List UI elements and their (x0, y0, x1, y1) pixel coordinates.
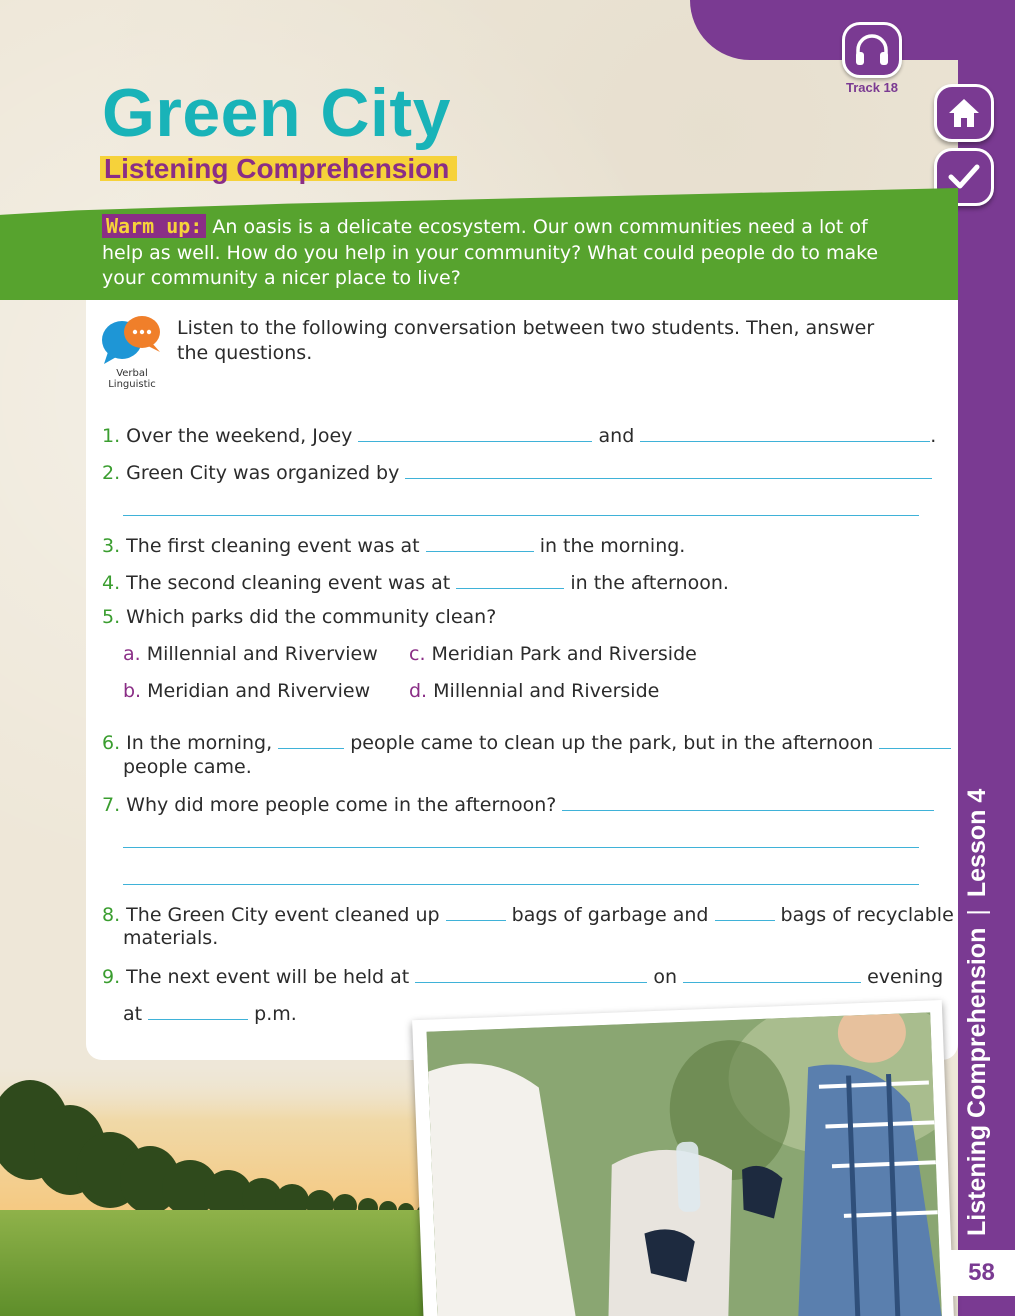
question-number: 1. (102, 425, 121, 447)
children-cleaning-photo (412, 1000, 954, 1316)
icon-label-line1: Verbal (116, 368, 148, 379)
audio-track-button[interactable] (842, 22, 902, 78)
warmup-label: Warm up: (102, 214, 206, 238)
icon-label-line2: Linguistic (108, 379, 156, 390)
question-text: Green City was organized by (120, 462, 406, 484)
question-number: 4. (102, 572, 121, 594)
question-8 (102, 901, 954, 928)
track-label: Track 18 (845, 80, 899, 95)
answer-line[interactable] (123, 884, 919, 885)
separator: | (963, 909, 991, 916)
option-text: Meridian Park and Riverside (425, 643, 697, 665)
option-letter: b. (123, 680, 142, 702)
page-subtitle: Listening Comprehension (100, 153, 457, 185)
question-text: . (930, 425, 937, 447)
option-letter: c. (409, 643, 426, 665)
answer-blank[interactable] (683, 963, 861, 983)
question-9-cont (123, 1000, 297, 1027)
headphones-icon (853, 33, 891, 67)
answer-blank[interactable] (405, 459, 932, 479)
option-a[interactable] (123, 642, 378, 667)
question-text: The Green City event cleaned up (120, 904, 446, 926)
question-text: in the afternoon. (564, 572, 729, 594)
question-number: 5. (102, 606, 121, 628)
verbal-linguistic-label (98, 368, 166, 390)
question-number: 7. (102, 794, 121, 816)
question-text: Over the weekend, Joey (120, 425, 359, 447)
section-name: Listening Comprehension (963, 927, 991, 1236)
answer-blank[interactable] (640, 422, 930, 442)
question-text: bags of garbage and (505, 904, 715, 926)
warmup-body: An oasis is a delicate ecosystem. Our own communities need a lot of help as well. How do you help in your community? What could people do to make your community a nicer place to live? (102, 216, 879, 289)
park-trees-image (0, 1060, 440, 1316)
question-3 (102, 532, 685, 559)
question-text: Why did more people come in the afternoon? (120, 794, 563, 816)
page-title: Green City (102, 75, 451, 151)
checkmark-icon (947, 162, 981, 192)
photo-scene (427, 1012, 942, 1316)
question-number: 9. (102, 966, 121, 988)
warmup-text (102, 214, 902, 292)
option-text: Millennial and Riverside (427, 680, 660, 702)
answer-blank[interactable] (446, 901, 506, 921)
answer-blank[interactable] (456, 569, 564, 589)
question-7 (102, 791, 934, 818)
answer-blank[interactable] (715, 901, 775, 921)
question-8-cont (123, 926, 218, 951)
option-d[interactable] (409, 679, 659, 704)
answer-blank[interactable] (562, 791, 934, 811)
question-text: people came. (123, 756, 252, 778)
question-number: 6. (102, 732, 121, 754)
option-letter: a. (123, 643, 141, 665)
question-text: The first cleaning event was at (120, 535, 426, 557)
speech-bubbles-icon (100, 312, 164, 368)
option-letter: d. (409, 680, 428, 702)
question-text: and (592, 425, 641, 447)
question-text: people came to clean up the park, but in the afternoon (344, 732, 880, 754)
question-text: bags of recyclable (774, 904, 954, 926)
question-9 (102, 963, 943, 990)
question-text: at (123, 1003, 149, 1025)
answer-blank[interactable] (415, 963, 647, 983)
option-text: Millennial and Riverview (140, 643, 378, 665)
home-button[interactable] (934, 84, 994, 142)
question-6-cont (123, 755, 252, 780)
question-6 (102, 729, 951, 756)
vertical-section-label (963, 789, 992, 1236)
question-5 (102, 605, 496, 630)
question-text: on (647, 966, 684, 988)
question-number: 2. (102, 462, 121, 484)
question-text: materials. (123, 927, 219, 949)
answer-line[interactable] (123, 847, 919, 848)
question-text: The second cleaning event was at (120, 572, 457, 594)
question-text: evening (861, 966, 944, 988)
page-number: 58 (948, 1250, 1015, 1296)
instructions: Listen to the following conversation between two students. Then, answer the questions. (177, 317, 875, 364)
answer-blank[interactable] (148, 1000, 248, 1020)
answer-blank[interactable] (426, 532, 534, 552)
question-text: in the morning. (533, 535, 686, 557)
question-text: p.m. (248, 1003, 297, 1025)
answer-blank[interactable] (879, 729, 951, 749)
answer-blank[interactable] (358, 422, 592, 442)
option-c[interactable] (409, 642, 697, 667)
question-text: Which parks did the community clean? (120, 606, 497, 628)
question-number: 8. (102, 904, 121, 926)
option-b[interactable] (123, 679, 370, 704)
question-4 (102, 569, 729, 596)
question-2 (102, 459, 932, 486)
answer-line[interactable] (123, 515, 919, 516)
answer-blank[interactable] (278, 729, 344, 749)
question-1 (102, 422, 936, 449)
option-text: Meridian and Riverview (141, 680, 371, 702)
question-number: 3. (102, 535, 121, 557)
lesson-name: Lesson 4 (963, 788, 991, 898)
question-text: In the morning, (120, 732, 279, 754)
question-text: The next event will be held at (120, 966, 416, 988)
home-icon (946, 96, 982, 130)
